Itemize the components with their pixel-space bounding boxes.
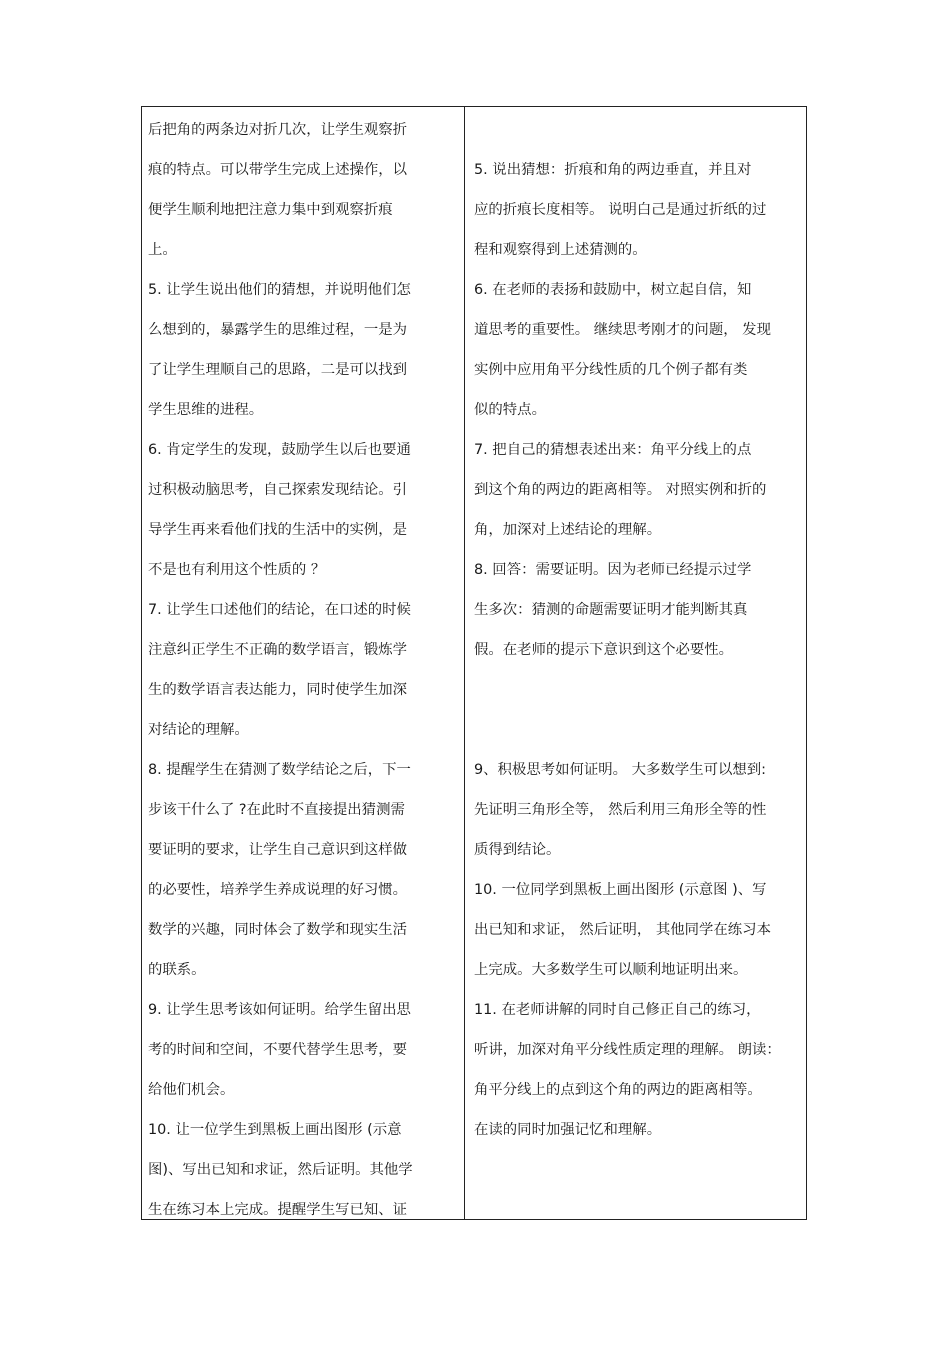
text-line: 6. 肯定学生的发现，鼓励学生以后也要通 bbox=[148, 442, 411, 458]
text-line: 7. 把自己的猜想表述出来：角平分线上的点 bbox=[474, 442, 752, 458]
text-line: 注意纠正学生不正确的数学语言，锻炼学 bbox=[148, 642, 408, 658]
text-line: 9、积极思考如何证明。 大多数学生可以想到: bbox=[474, 762, 767, 778]
text-line: 后把角的两条边对折几次，让学生观察折 bbox=[148, 122, 408, 138]
text-line: 实例中应用角平分线性质的几个例子都有类 bbox=[474, 362, 748, 378]
text-line: 9. 让学生思考该如何证明。给学生留出思 bbox=[148, 1002, 411, 1018]
text-line: 角，加深对上述结论的理解。 bbox=[474, 522, 662, 538]
column-divider bbox=[464, 106, 465, 1220]
text-line: 考的时间和空间，不要代替学生思考，要 bbox=[148, 1042, 408, 1058]
text-line: 给他们机会。 bbox=[148, 1082, 235, 1098]
text-line: 的必要性，培养学生养成说理的好习惯。 bbox=[148, 882, 408, 898]
text-line: 6. 在老师的表扬和鼓励中，树立起自信，知 bbox=[474, 282, 752, 298]
text-line: 应的折痕长度相等。 说明白己是通过折纸的过 bbox=[474, 202, 767, 218]
text-line: 生的数学语言表达能力，同时使学生加深 bbox=[148, 682, 408, 698]
text-line: 么想到的，暴露学生的思维过程，一是为 bbox=[148, 322, 408, 338]
text-line: 7. 让学生口述他们的结论，在口述的时候 bbox=[148, 602, 411, 618]
text-line: 先证明三角形全等， 然后利用三角形全等的性 bbox=[474, 802, 767, 818]
text-line: 数学的兴趣，同时体会了数学和现实生活 bbox=[148, 922, 408, 938]
text-line: 5. 让学生说出他们的猜想，并说明他们怎 bbox=[148, 282, 411, 298]
text-line: 8. 回答：需要证明。因为老师已经提示过学 bbox=[474, 562, 752, 578]
text-line: 对结论的理解。 bbox=[148, 722, 249, 738]
text-line: 道思考的重要性。 继续思考刚才的问题， 发现 bbox=[474, 322, 771, 338]
text-line: 了让学生理顺自己的思路，二是可以找到 bbox=[148, 362, 408, 378]
text-line: 到这个角的两边的距离相等。 对照实例和折的 bbox=[474, 482, 767, 498]
text-line: 生多次：猜测的命题需要证明才能判断其真 bbox=[474, 602, 748, 618]
text-line: 10. 让一位学生到黑板上画出图形 (示意 bbox=[148, 1122, 402, 1138]
text-line: 似的特点。 bbox=[474, 402, 546, 418]
text-line: 角平分线上的点到这个角的两边的距离相等。 bbox=[474, 1082, 762, 1098]
text-line: 便学生顺利地把注意力集中到观察折痕 bbox=[148, 202, 393, 218]
text-line: 10. 一位同学到黑板上画出图形 (示意图 )、写 bbox=[474, 882, 767, 898]
text-line: 图)、写出已知和求证，然后证明。其他学 bbox=[148, 1162, 413, 1178]
text-line: 上完成。大多数学生可以顺利地证明出来。 bbox=[474, 962, 748, 978]
text-line: 11. 在老师讲解的同时自己修正自己的练习， bbox=[474, 1002, 761, 1018]
text-line: 学生思维的进程。 bbox=[148, 402, 264, 418]
text-line: 过积极动脑思考，自己探索发现结论。引 bbox=[148, 482, 408, 498]
text-line: 假。在老师的提示下意识到这个必要性。 bbox=[474, 642, 734, 658]
text-line: 的联系。 bbox=[148, 962, 206, 978]
text-line: 在读的同时加强记忆和理解。 bbox=[474, 1122, 662, 1138]
text-line: 上。 bbox=[148, 242, 177, 258]
text-line: 步该干什么了 ?在此时不直接提出猜测需 bbox=[148, 802, 405, 818]
text-line: 导学生再来看他们找的生活中的实例，是 bbox=[148, 522, 408, 538]
text-line: 8. 提醒学生在猜测了数学结论之后，下一 bbox=[148, 762, 411, 778]
text-line: 听讲，加深对角平分线性质定理的理解。 朗读： bbox=[474, 1042, 781, 1058]
text-line: 5. 说出猜想：折痕和角的两边垂直，并且对 bbox=[474, 162, 752, 178]
text-line: 生在练习本上完成。提醒学生写已知、证 bbox=[148, 1202, 408, 1218]
text-line: 程和观察得到上述猜测的。 bbox=[474, 242, 647, 258]
text-line: 痕的特点。可以带学生完成上述操作，以 bbox=[148, 162, 408, 178]
text-line: 要证明的要求，让学生自己意识到这样做 bbox=[148, 842, 408, 858]
text-line: 出已知和求证， 然后证明， 其他同学在练习本 bbox=[474, 922, 771, 938]
teacher-activity-cell bbox=[148, 106, 458, 1220]
text-line: 质得到结论。 bbox=[474, 842, 561, 858]
student-activity-cell bbox=[474, 106, 802, 1220]
text-line: 不是也有利用这个性质的 ？ bbox=[148, 562, 326, 578]
